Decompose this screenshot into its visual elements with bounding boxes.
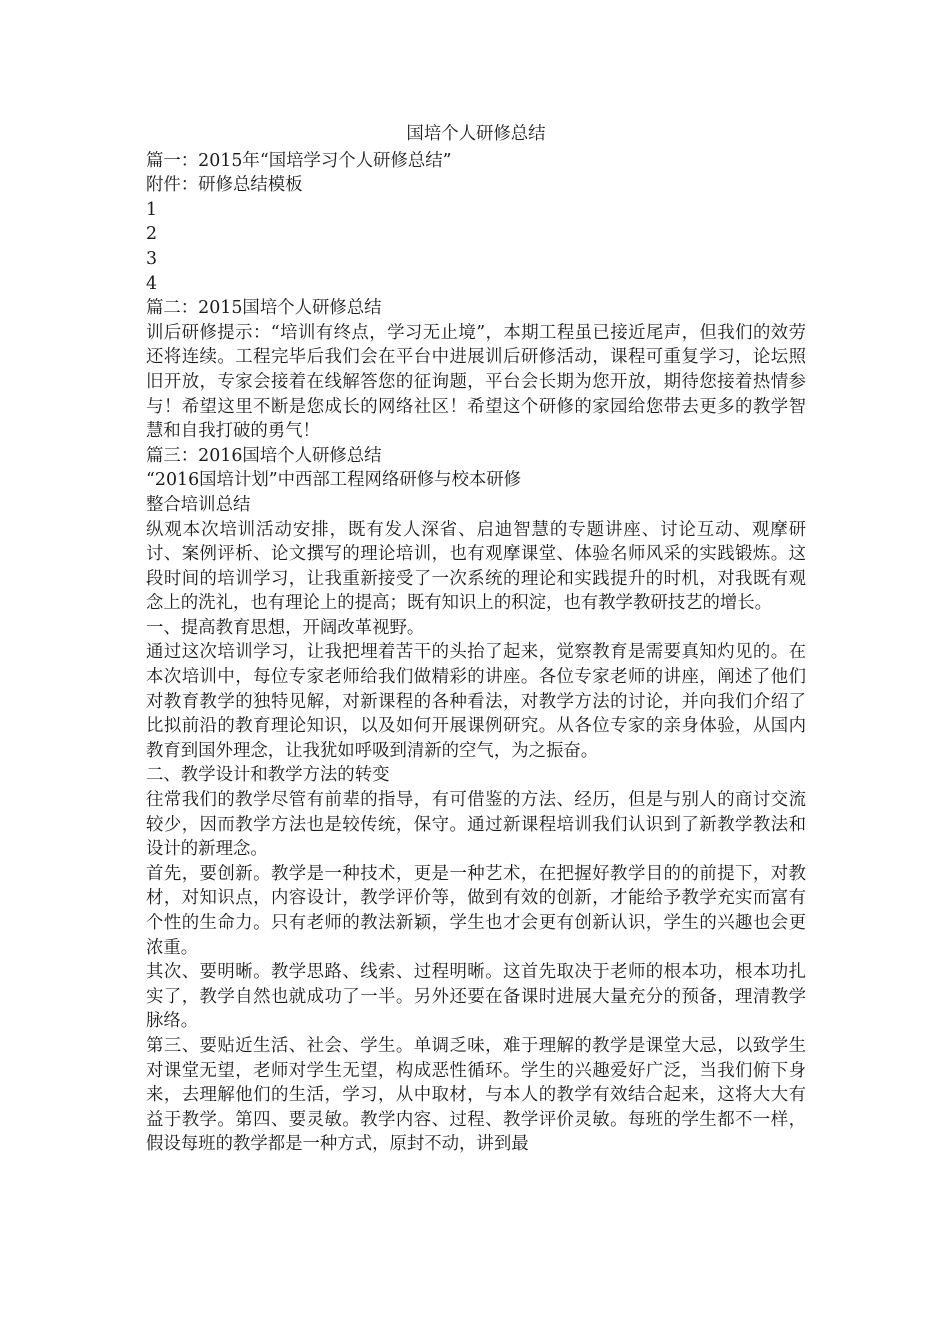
list-item: 2 — [146, 224, 158, 245]
list-item: 3 — [146, 248, 158, 269]
document-page — [146, 122, 806, 1157]
paragraph-point-1: 首先，要创新。教学是一种技术，更是一种艺术，在把握好教学目的的前提下，对教材，对知识点，内容设计，教学评价等，做到有效的创新，才能给予教学充实而富有个性的生命力。只有老师的教法新颖，学生也才会更有创新认识，学生的兴趣也会更浓重。 — [146, 863, 806, 958]
list-item: 1 — [146, 199, 158, 220]
paragraph-section-2: 往常我们的教学尽管有前辈的指导，有可借鉴的方法、经历，但是与别人的商讨交流较少，因而教学方法也是较传统，保守。通过新课程培训我们认识到了新教学教法和设计的新理念。 — [146, 790, 806, 860]
heading-part-three: 篇三：2016国培个人研修总结 — [146, 445, 382, 466]
subheading-project: “2016国培计划”中西部工程网络研修与校本研修 — [146, 470, 522, 491]
heading-part-two: 篇二：2015国培个人研修总结 — [146, 298, 382, 319]
subheading-summary: 整合培训总结 — [146, 494, 251, 515]
section-title-2: 二、教学设计和教学方法的转变 — [146, 765, 390, 786]
section-title-1: 一、提高教育思想，开阔改革视野。 — [146, 617, 425, 638]
paragraph-point-3: 第三、要贴近生活、社会、学生。单调乏味，难于理解的教学是课堂大忌，以致学生对课堂无望，老师对学生无望，构成恶性循环。学生的兴趣爱好广泛，当我们俯下身来，去理解他们的生活，学习，从中取材，与本人的教学有效结合起来，这将大大有益于教学。第四、要灵敏。教学内容、过程、教学评价灵敏。每班的学生都不一样，假设每班的教学都是一种方式，原封不动，讲到最 — [146, 1035, 806, 1155]
paragraph-intro: 纵观本次培训活动安排，既有发人深省、启迪智慧的专题讲座、讨论互动、观摩研讨、案例评析、论文撰写的理论培训，也有观摩课堂、体验名师风采的实践锻炼。这段时间的培训学习，让我重新接受了一次系统的理论和实践提升的时机，对我既有观念上的洗礼，也有理论上的提高；既有知识上的积淀，也有教学教研技艺的增长。 — [146, 519, 806, 614]
document-title: 国培个人研修总结 — [406, 124, 546, 144]
attachment-line: 附件：研修总结模板 — [146, 175, 303, 196]
paragraph-section-1: 通过这次培训学习，让我把埋着苦干的头抬了起来，觉察教育是需要真知灼见的。在本次培训中，每位专家老师给我们做精彩的讲座。各位专家老师的讲座，阐述了他们对教育教学的独特见解，对新课程的各种看法，对教学方法的讨论，并向我们介绍了比拟前沿的教育理论知识，以及如何开展课例研究。从各位专家的亲身体验，从国内教育到国外理念，让我犹如呼吸到清新的空气，为之振奋。 — [146, 642, 806, 761]
list-item: 4 — [146, 273, 158, 294]
paragraph-tips: 训后研修提示：“培训有终点，学习无止境”，本期工程虽已接近尾声，但我们的效劳还将连续。工程完毕后我们会在平台中进展训后研修活动，课程可重复学习，论坛照旧开放，专家会接着在线解答您的征询题，平台会长期为您开放，期待您接着热情参与！希望这里不断是您成长的网络社区！希望这个研修的家园给您带去更多的教学智慧和自我打破的勇气！ — [146, 322, 806, 442]
heading-part-one: 篇一：2015年“国培学习个人研修总结” — [146, 150, 452, 171]
paragraph-point-2: 其次、要明晰。教学思路、线索、过程明晰。这首先取决于老师的根本功，根本功扎实了，教学自然也就成功了一半。另外还要在备课时进展大量充分的预备，理清教学脉络。 — [146, 962, 806, 1032]
